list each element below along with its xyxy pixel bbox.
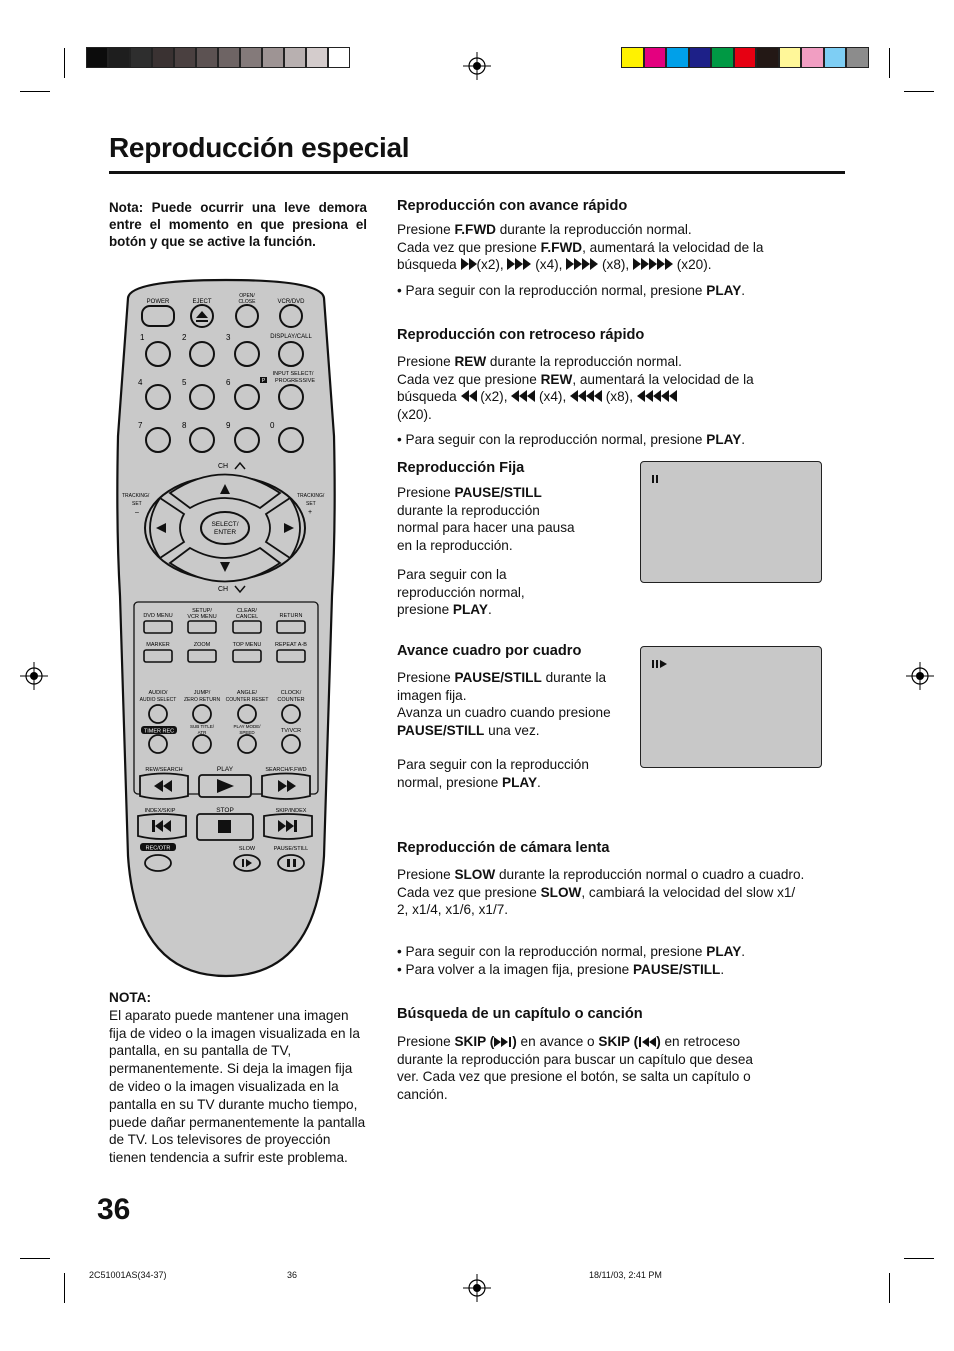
ffwd-x4-icon — [507, 257, 531, 272]
label-5: 5 — [182, 378, 187, 387]
label-clock: CLOCK/ — [280, 690, 302, 696]
label-ch-down: CH — [218, 586, 229, 593]
label-set-left: SET — [132, 501, 142, 507]
label-angle: ANGLE/ — [236, 690, 258, 696]
color-swatch — [174, 47, 196, 68]
title-rule — [109, 171, 845, 174]
color-swatch — [621, 47, 644, 68]
label-timer-rec: TIMER REC — [143, 728, 175, 735]
label-6: 6 — [226, 378, 231, 387]
rew-bullet: • Para seguir con la reproducción normal, presione PLAY. — [397, 432, 746, 447]
repeat-button[interactable] — [277, 650, 305, 662]
label-rec-otr: REC/OTR — [145, 845, 171, 852]
color-swatch — [824, 47, 847, 68]
timer-rec-button[interactable] — [149, 735, 167, 753]
color-swatch — [846, 47, 869, 68]
color-swatch — [86, 47, 108, 68]
slow-bullet-2: • Para volver a la imagen fija, presione PAUSE/STILL. — [397, 962, 725, 977]
label-audio-select: AUDIO SELECT — [139, 697, 177, 703]
button-0[interactable] — [279, 428, 303, 452]
label-play: PLAY — [216, 766, 234, 773]
clock-button[interactable] — [282, 705, 300, 723]
heading-skip: Búsqueda de un capítulo o canción — [397, 1006, 643, 1022]
label-atr: ATR — [197, 730, 207, 735]
color-swatch — [196, 47, 218, 68]
label-audio: AUDIO/ — [148, 690, 168, 696]
setup-button[interactable] — [188, 621, 216, 633]
button-2[interactable] — [190, 342, 214, 366]
rew-x8-icon — [570, 389, 602, 404]
tv-vcr-button[interactable] — [282, 735, 300, 753]
play-mode-button[interactable] — [238, 735, 256, 753]
pause-still-button[interactable] — [278, 855, 304, 871]
color-swatch — [240, 47, 262, 68]
color-swatch — [108, 47, 130, 68]
color-swatch — [666, 47, 689, 68]
label-stop: STOP — [216, 807, 234, 814]
color-swatch — [218, 47, 240, 68]
label-minus: – — [135, 509, 139, 516]
label-p: P — [261, 378, 266, 384]
label-tracking-left: TRACKING/ — [122, 493, 150, 499]
crop-mark — [64, 48, 65, 78]
crop-mark — [904, 1258, 934, 1259]
label-7: 7 — [138, 421, 143, 430]
remote-control — [110, 276, 342, 980]
still-text: Presione PAUSE/STILL durante la reproducción normal para hacer una pausa en la reproducción. Para seguir con la reproducción normal, presione PLAY. — [397, 485, 575, 617]
label-speed: SPEED — [239, 730, 255, 735]
select-enter-button[interactable] — [201, 512, 249, 544]
button-7[interactable] — [146, 428, 170, 452]
label-2: 2 — [182, 333, 187, 342]
crop-mark — [904, 91, 934, 92]
rec-otr-button[interactable] — [145, 855, 171, 871]
crop-mark — [20, 91, 50, 92]
label-slow: SLOW — [238, 846, 256, 852]
marker-button[interactable] — [144, 650, 172, 662]
rew-text: Presione REW durante la reproducción normal. Cada vez que presione REW, aumentará la velocidad de la búsqueda (x2), (x4), (x8), (x20). — [397, 354, 754, 422]
bottom-note — [109, 989, 367, 1167]
button-4[interactable] — [146, 385, 170, 409]
label-return: RETURN — [279, 613, 303, 619]
tv-screen-pause — [640, 461, 822, 583]
label-tv-vcr: TV/VCR — [280, 728, 302, 734]
label-3: 3 — [226, 333, 231, 342]
slow-bullet-1: • Para seguir con la reproducción normal, presione PLAY. — [397, 944, 746, 959]
label-marker: MARKER — [146, 642, 170, 648]
button-8[interactable] — [190, 428, 214, 452]
top-menu-button[interactable] — [233, 650, 261, 662]
ffwd-x8-icon — [566, 257, 598, 272]
crop-mark — [889, 48, 890, 78]
label-plus: + — [308, 509, 313, 516]
label-dvd-menu: DVD MENU — [143, 613, 173, 619]
label-top-menu: TOP MENU — [232, 642, 262, 648]
color-swatch — [328, 47, 350, 68]
bottom-note-label: NOTA: — [109, 990, 152, 1005]
color-swatch — [262, 47, 284, 68]
skip-text: Presione SKIP ( ) en avance o SKIP ( ) en retroceso durante la reproducción para buscar un capítulo que desea ver. Cada vez que presione el botón, se salta un capítulo o canción. — [397, 1034, 753, 1102]
label-counter: COUNTER — [277, 697, 305, 703]
button-5[interactable] — [190, 385, 214, 409]
power-button[interactable] — [142, 306, 174, 326]
label-jump: JUMP/ — [193, 690, 211, 696]
crop-mark — [20, 1258, 50, 1259]
heading-slow: Reproducción de cámara lenta — [397, 840, 610, 856]
ffwd-x2-icon — [461, 257, 477, 272]
clear-button[interactable] — [233, 621, 261, 633]
heading-still: Reproducción Fija — [397, 460, 525, 476]
input-select-button[interactable] — [279, 385, 303, 409]
label-zoom: ZOOM — [193, 642, 211, 648]
pause-icon — [651, 469, 659, 487]
color-swatch — [734, 47, 757, 68]
footer-right: 18/11/03, 2:41 PM — [589, 1270, 662, 1280]
registration-mark-icon — [906, 662, 934, 690]
ffwd-bullet: • Para seguir con la reproducción normal, presione PLAY. — [397, 283, 746, 298]
label-ch-up: CH — [218, 463, 229, 470]
label-repeat: REPEAT A-B — [275, 642, 307, 648]
label-enter: ENTER — [213, 529, 237, 536]
zoom-button[interactable] — [188, 650, 216, 662]
label-setup: SETUP/ — [192, 608, 212, 614]
label-pause-still: PAUSE/STILL — [273, 846, 309, 852]
label-open: OPEN/ — [239, 293, 255, 299]
button-3[interactable] — [235, 342, 259, 366]
audio-button[interactable] — [149, 705, 167, 723]
label-9: 9 — [226, 421, 231, 430]
color-swatch — [779, 47, 802, 68]
jump-button[interactable] — [193, 705, 211, 723]
label-play-mode: PLAY MODE/ — [233, 724, 261, 729]
frame-advance-icon — [651, 654, 667, 672]
label-clear: CLEAR/ — [237, 608, 257, 614]
label-eject: EJECT — [192, 299, 212, 305]
crop-mark — [64, 1273, 65, 1303]
skip-back-icon — [638, 1034, 656, 1049]
color-swatch — [306, 47, 328, 68]
label-4: 4 — [138, 378, 143, 387]
label-rew-search: REW/SEARCH — [145, 767, 183, 773]
footer-left: 2C51001AS(34-37) — [89, 1270, 167, 1280]
label-cancel: CANCEL — [235, 614, 259, 620]
rew-x20-icon — [637, 389, 677, 404]
color-swatch — [284, 47, 306, 68]
label-1: 1 — [140, 333, 145, 342]
label-input-select: INPUT SELECT/ — [272, 371, 314, 377]
label-close: CLOSE — [238, 299, 256, 305]
color-swatch — [644, 47, 667, 68]
crop-mark — [889, 1273, 890, 1303]
label-0: 0 — [270, 421, 275, 430]
bottom-note-text: El aparato puede mantener una imagen fija de video o la imagen visualizada en la pantalla, en su pantalla de TV, permanentemente. Si deja la imagen fija de video o la imagen visualizada en la pantalla en su TV durante mucho tiempo, puede dañar permanentemente la pantalla de TV. Los televisores de proyección tienen tendencia a sufrir este problema. — [109, 1007, 366, 1166]
dvd-menu-button[interactable] — [144, 621, 172, 633]
page-number: 36 — [97, 1193, 131, 1226]
top-note: Nota: Puede ocurrir una leve demora entre el momento en que presiona el botón y que se active la función. — [109, 200, 367, 249]
color-swatch — [756, 47, 779, 68]
heading-rew: Reproducción con retroceso rápido — [397, 327, 645, 343]
label-set-right: SET — [306, 501, 316, 507]
label-8: 8 — [182, 421, 187, 430]
registration-mark-icon — [463, 52, 491, 80]
return-button[interactable] — [277, 621, 305, 633]
label-tracking-right: TRACKING/ — [297, 493, 325, 499]
skip-forward-icon — [494, 1034, 512, 1049]
ffwd-text: Presione F.FWD durante la reproducción normal. Cada vez que presione F.FWD, aumentará la velocidad de la búsqueda (x2), (x4), (x8), (x20). — [397, 222, 764, 272]
footer-center: 36 — [287, 1270, 298, 1280]
subtitle-button[interactable] — [193, 735, 211, 753]
slow-text: Presione SLOW durante la reproducción normal o cuadro a cuadro. Cada vez que presione SLOW, cambiará la velocidad del slow x1/ 2, x1/4, x1/6, x1/7. — [397, 867, 805, 917]
stop-icon — [218, 820, 231, 833]
color-swatch — [801, 47, 824, 68]
label-select: SELECT/ — [211, 521, 239, 528]
label-counter-reset: COUNTER RESET — [225, 697, 269, 703]
rew-x2-icon — [461, 389, 477, 404]
color-swatch — [711, 47, 734, 68]
ffwd-x20-icon — [633, 257, 673, 272]
label-vcr-dvd: VCR/DVD — [277, 299, 305, 305]
heading-frame: Avance cuadro por cuadro — [397, 643, 582, 659]
label-zero-return: ZERO RETURN — [183, 697, 221, 703]
label-power: POWER — [146, 299, 170, 305]
label-vcr-menu: VCR MENU — [187, 614, 217, 620]
heading-ffwd: Reproducción con avance rápido — [397, 198, 628, 214]
registration-mark-icon — [20, 662, 48, 690]
open-close-button[interactable] — [236, 305, 258, 327]
label-subtitle: SUB TITLE/ — [190, 724, 214, 729]
label-index-skip: INDEX/SKIP — [144, 808, 176, 814]
label-skip-index: SKIP/INDEX — [275, 808, 307, 814]
color-swatch — [152, 47, 174, 68]
button-6[interactable] — [235, 385, 259, 409]
label-display-call: DISPLAY/CALL — [270, 334, 312, 340]
vcr-dvd-button[interactable] — [280, 305, 302, 327]
button-1[interactable] — [146, 342, 170, 366]
rew-x4-icon — [511, 389, 535, 404]
color-swatch — [689, 47, 712, 68]
display-call-button[interactable] — [279, 342, 303, 366]
page-title: Reproducción especial — [109, 132, 410, 163]
label-search-ffwd: SEARCH/F.FWD — [265, 767, 307, 773]
tv-screen-frame — [640, 646, 822, 768]
registration-mark-icon — [463, 1274, 491, 1302]
angle-button[interactable] — [238, 705, 256, 723]
label-progressive: PROGRESSIVE — [274, 378, 316, 384]
color-swatch — [130, 47, 152, 68]
button-9[interactable] — [235, 428, 259, 452]
frame-text: Presione PAUSE/STILL durante la imagen fija. Avanza un cuadro cuando presione PAUSE/STILL una vez. Para seguir con la reproducción normal, presione PLAY. — [397, 670, 611, 790]
